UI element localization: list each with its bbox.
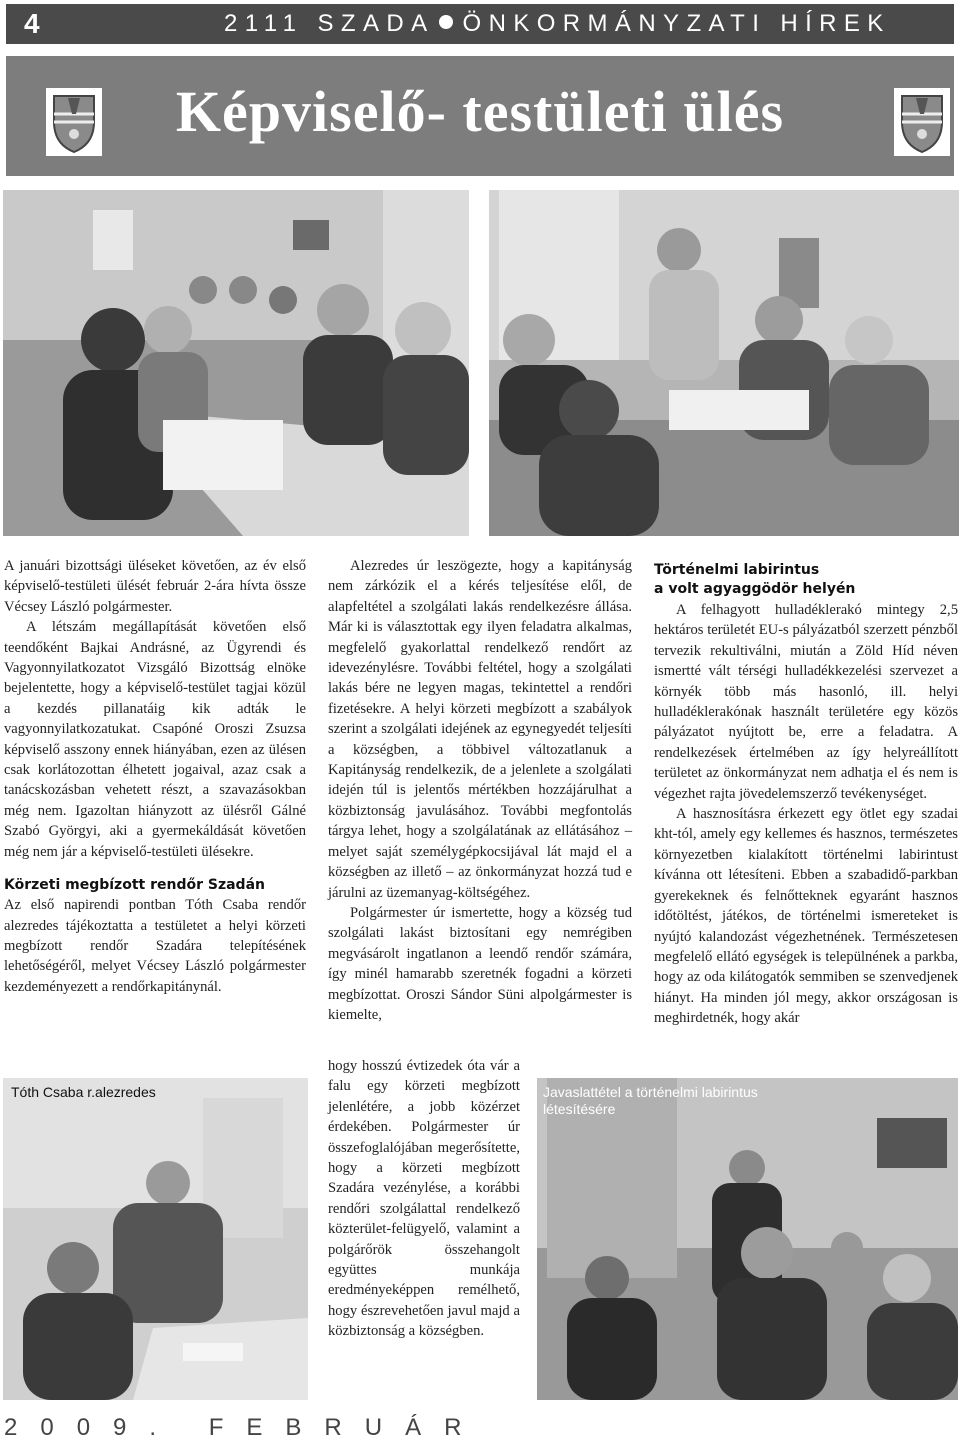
bullet-icon <box>439 15 453 29</box>
paragraph: A felhagyott hulladéklerakó mintegy 2,5 hektáros területét EU-s pályázatból szerzett pénzből tervezik rekultiválni, miután a Zöld Híd néven ismertté vált térségi hulladékkezelési szervezet a környék több más hasonló, ill. helyi hulladéklerakónak használt területére egy közös pályázatot nyújtott be, erre a feladatra. A rendelkezések értelmében az így helyreállított területet az önkormányzat nem adhatja el és nem is végezhet rajta jövedelemszerző tevékenységet. <box>654 602 958 802</box>
paragraph: Polgármester úr ismertette, hogy a község tud szolgálati lakást biztosítani egy nemrégiben megvásárolt ingatlanon a leendő rendőr számára, így minél hamarabb szeretnék fogadni a körzeti megbízottat. Oroszi Sándor Süni alpolgármester is kiemelte, <box>328 904 632 1023</box>
photo-caption: Javaslattétel a történelmi labirintus létesítésére <box>543 1084 758 1117</box>
subheading-police: Körzeti megbízott rendőr Szadán <box>4 877 265 894</box>
meeting-photo-left <box>3 190 469 536</box>
subheading-line: a volt agyaggödör helyén <box>654 581 856 597</box>
subheading-labyrinth <box>654 561 958 599</box>
paragraph: Az első napirendi pontban Tóth Csaba rendőr alezredes tájékoztatta a testületet a helyi körzeti megbízott rendőr Szadára telepítésének lehetőségéről, melyet Vécsey László polgármester kezdeményezett a rendőrkapitánynál. <box>4 897 306 995</box>
coat-of-arms-icon <box>894 88 950 156</box>
article-column-3 <box>654 600 958 1029</box>
header-title-right: ÖNKORMÁNYZATI HÍREK <box>462 10 891 37</box>
page-header-bar <box>6 4 954 44</box>
article-column-2-narrow <box>328 1056 520 1342</box>
title-band <box>6 56 954 176</box>
paragraph: A januári bizottsági üléseket követően, az év első képviselő-testületi ülését február 2-ára hívta össze Vécsey László polgármester. <box>4 558 306 615</box>
paragraph: A hasznosításra érkezett egy ötlet egy szadai kht-tól, amely egy kellemes és hasznos, természetes környezetben kialakított történelmi labirintust kívánna ott létesíteni. Ebben a szabadidő-parkban gyerekeknek és felnőtteknek egyaránt hasznos időtöltést, játékos, de történelmi ismereteket is nyújtó kalandozást végezhetnének. Természetesen megfelelő ellátó egységek is települnének a parkba, hogy az oda kilátogatók semmiben se szenvedjenek hiányt. Ha minden jól megy, akkor országosan is meghirdetnék, hogy akár <box>654 806 958 1027</box>
article-column-2 <box>328 556 632 1025</box>
paragraph: A létszám megállapítását követően első teendőként Bajkai Andrásné, az Ügyrendi és Vagyonnyilatkozatot Vizsgáló Bizottság elnöke bejelentette, hogy a képviselő-testület tagjai közül a kezdés pillanatáig kik adták le vagyonnyilatkozatukat. Csapóné Oroszi Zsuzsa képviselő asszony ennek hiányában, ezen az ülésen csak korlátozottan élhetett jogaival, azaz csak a tanácskozásban vehetett részt, a szavazásokban még nem. Igazoltan hiányzott az ülésről Gálné Szabó Györgyi, aki a gyermekáldását követően még nem jár a képviselő-testületi ülésekre. <box>4 619 306 860</box>
photo-labyrinth <box>537 1078 958 1400</box>
paragraph: hogy hosszú évtizedek óta vár a falu egy körzeti megbízott jelenlétére, a jobb közérzet érdekében. Polgármester úr összefoglalójában megerősítette, hogy a körzeti megbízott Szadára vezénylése, a korábbi rendőri szolgálattal rendelkező közterület-felügyelő, valamint a polgárőrök összehangolt együttes munkája eredményeképpen remélhető, hogy észrevehetően javul majd a közbiztonság a községben. <box>328 1058 520 1340</box>
photo-toth-csaba <box>3 1078 308 1400</box>
header-title <box>224 4 891 44</box>
subheading-line: Történelmi labirintus <box>654 562 820 578</box>
header-title-left: 2111 SZADA <box>224 10 435 37</box>
photo-caption: Tóth Csaba r.alezredes <box>11 1084 156 1100</box>
page-footer-date: 2009. FEBRUÁR <box>4 1414 485 1440</box>
article-column-1 <box>4 556 306 997</box>
meeting-photo-right <box>489 190 959 536</box>
paragraph: Alezredes úr leszögezte, hogy a kapitányság nem zárkózik el a kérés teljesítése elől, de alapfeltétel a szolgálati lakás rendelkezésre állása. Már ki is választottak egy ilyen feladatra alkalmas, megfelelő gyakorlattal rendelkező rendőrt az idevezénylésre. További feltétel, hogy a szolgálati lakás bére ne legyen magas, tekintettel a rendőri fizetésekre. A helyi körzeti megbízott a szabályok szerint a szolgálati idejének az egynegyedét teljesíti a községben, a többivel változatlanuk a Kapitányság rendelkezik, de a jelenlete a szolgálati idején túl is jelentős mértékben hozzájárulhat a közbiztonság javulásához. További megfontolás tárgya lehet, hogy a szolgálatának az ellátásához – melyet saját személygépkocsijával lát majd el a községben az illető – az önkormányzat hozzá tud e járulni az üzemanyag-költségéhez. <box>328 558 632 901</box>
page-title: Képviselő- testületi ülés <box>175 79 785 144</box>
page-number: 4 <box>24 8 40 39</box>
